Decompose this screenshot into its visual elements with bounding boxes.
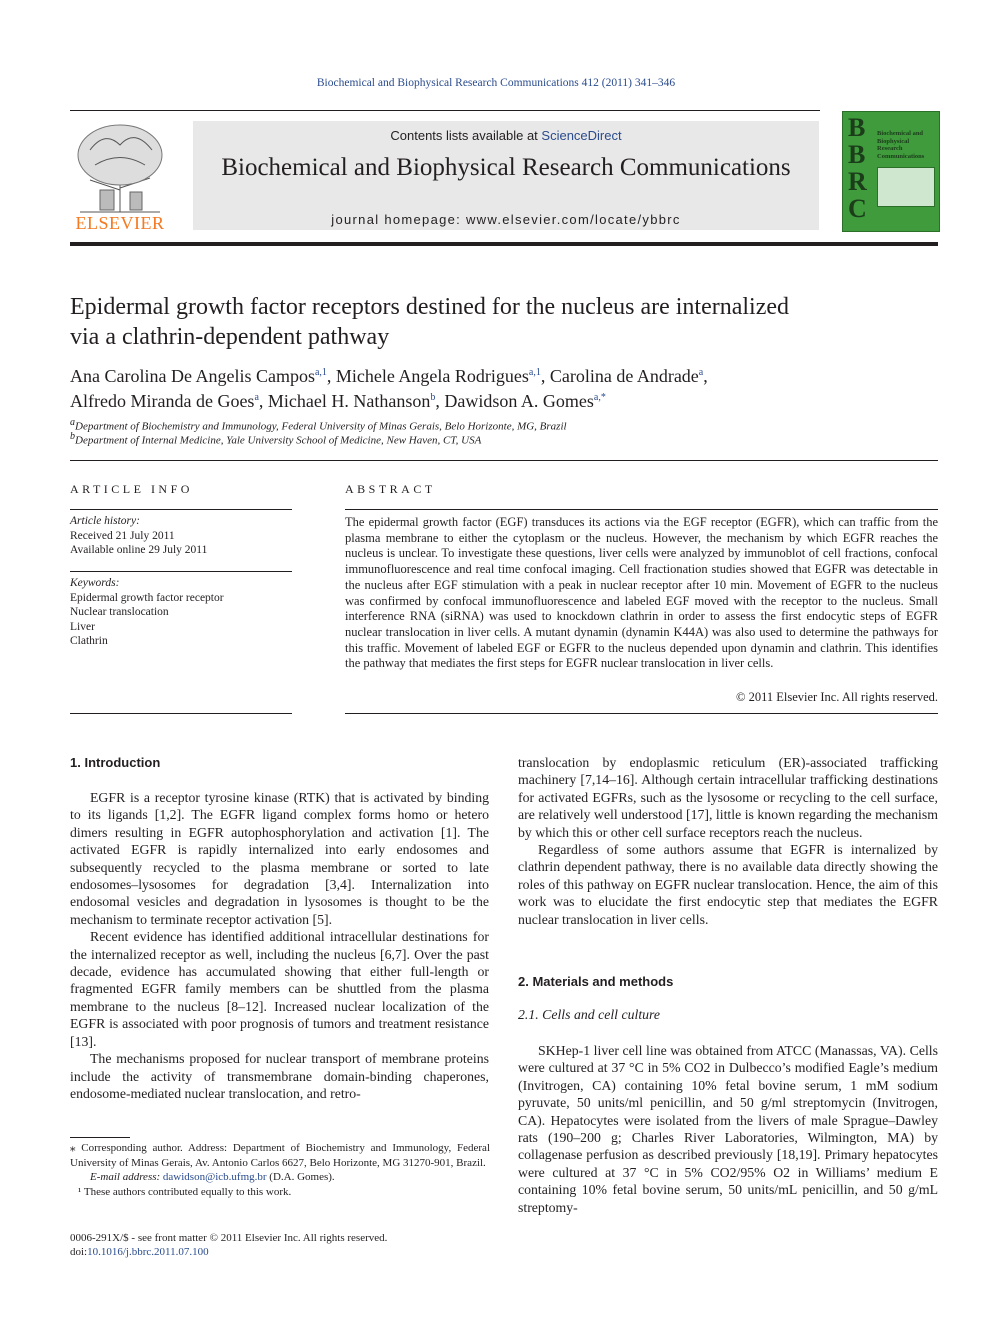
email-suffix: (D.A. Gomes). (266, 1171, 335, 1183)
section-heading-methods: 2. Materials and methods (518, 974, 674, 989)
journal-cover-image (842, 111, 940, 232)
affiliation-link[interactable]: a,* (593, 392, 606, 403)
affiliation-link[interactable]: b (430, 392, 436, 403)
footnote-rule (70, 1137, 130, 1138)
keywords-label: Keywords: (70, 577, 120, 589)
author-name: Michele Angela Rodrigues (335, 366, 529, 386)
abstract-text: The epidermal growth factor (EGF) transduces its actions via the EGF receptor (EGFR), which can traffic from the plasma membrane to either the cytoplasm or the nucleus. However, the mechanism by which EGFR reaches the nucleus is unclear. To investigate these questions, liver cells were analyzed by immunoblot of cell fractions, confocal immunofluorescence and real time confocal imaging. Cell fractionation studies showed that EGFR was detectable in the nucleus after EGF stimulation with a peak in nuclear receptor after 10 min. Movement of EGFR to the nucleus was confirmed by confocal immunofluorescence and labeled EGF moved with the receptor to the nucleus. Small interference RNA (siRNA) was used to knockdown clathrin in order to assess the first endocytic steps of EGFR nuclear translocation in liver cells. A mutant dynamin (dynamin K44A) was also used to determine the pathways for this traffic. Movement of labeled EGF or EGFR to the nucleus depended upon dynamin and clathrin. This identifies the pathway that mediates the first steps for EGFR nuclear translocation in liver cells. (345, 515, 938, 671)
keyword: Liver (70, 620, 95, 633)
header-rule (70, 110, 820, 111)
cover-letter: B (848, 140, 866, 169)
cover-letter: R (848, 167, 867, 196)
footnotes (70, 1141, 490, 1199)
email-line (70, 1170, 490, 1185)
separator: , (258, 391, 268, 411)
keyword: Epidermal growth factor receptor (70, 591, 224, 604)
email-label: E-mail address: (90, 1171, 163, 1183)
title-line: Epidermal growth factor receptors destined for the nucleus are internalized (70, 294, 790, 320)
abstract-heading: ABSTRACT (345, 482, 436, 496)
author-list (70, 362, 930, 412)
author-name: Carolina de Andrade (549, 366, 699, 386)
affiliation-link[interactable]: a,1 (314, 367, 327, 378)
author-name: Ana Carolina De Angelis Campos (70, 366, 315, 386)
cover-title: Biochemical and Biophysical Research Communications (877, 130, 925, 160)
affiliation-link[interactable]: a,1 (528, 367, 541, 378)
journal-reference[interactable]: Biochemical and Biophysical Research Communications 412 (2011) 341–346 (316, 77, 676, 89)
cover-letter: B (848, 113, 866, 142)
keyword: Clathrin (70, 635, 108, 647)
cover-artwork (877, 167, 935, 207)
history-label: Article history: (70, 515, 140, 527)
info-rule (70, 713, 292, 714)
affiliation-text: Department of Biochemistry and Immunology, Federal University of Minas Gerais, Belo Horizonte, MG, Brazil (75, 420, 567, 433)
keyword: Nuclear translocation (70, 606, 169, 618)
author-name: Alfredo Miranda de Goes (70, 391, 255, 411)
doi-line (70, 1245, 490, 1259)
keywords (70, 576, 292, 649)
section-rule (70, 460, 938, 461)
author-name: Dawidson A. Gomes (444, 391, 594, 411)
available-date: Available online 29 July 2011 (70, 544, 208, 556)
header-thick-rule (70, 242, 938, 246)
elsevier-wordmark: ELSEVIER (75, 213, 165, 233)
separator: , (703, 366, 708, 386)
section-heading-introduction: 1. Introduction (70, 755, 161, 770)
separator: , (540, 366, 550, 386)
paragraph: Recent evidence has identified additional intracellular destinations for the internalized receptor as well, including the nucleus [6,7]. Over the past decade, evidence has accumulated showing that either full-length or fragmented EGFR family members can be shuttled from the plasma membrane to the nucleus [8–12]. Increased nuclear localization of the EGFR is associated with poor prognosis of tumors and treatment resistance [13]. (70, 929, 489, 1049)
affiliation-text: Department of Internal Medicine, Yale University School of Medicine, New Haven, CT, USA (75, 434, 482, 447)
bottom-matter (70, 1231, 490, 1259)
affiliation-link[interactable]: a (698, 367, 704, 378)
paragraph: Regardless of some authors assume that EGFR is internalized by clathrin dependent pathway, there is no available data directly showing the roles of this pathway on EGFR nuclear translocation. Hence, the aim of this work was to elucidate the first endocytic step that mediates the EGFR nuclear translocation in liver cells. (518, 842, 938, 927)
email-link[interactable]: dawidson@icb.ufmg.br (162, 1171, 267, 1183)
corresponding-author-note: ⁎ Corresponding author. Address: Department of Biochemistry and Immunology, Federal University of Minas Gerais, Av. Antonio Carlos 6627, Belo Horizonte, MG 31270-901, Brazil. (70, 1142, 490, 1169)
paragraph: SKHep-1 liver cell line was obtained from ATCC (Manassas, VA). Cells were cultured at 37 °C in 5% CO2 in Dulbecco’s modified Eagle’s medium (Invitrogen, CA) containing 10% fetal bovine serum, 1 mM sodium pyruvate, 50 units/ml penicillin, and 50 g/ml streptomycin (Invitrogen, CA). Hepatocytes were isolated from the livers of male Sprague–Dawley rats (190–200 g; Charles River Laboratories, Wilmington, MA) by collagenase perfusion as described previously [18,19]. Primary hepatocytes were cultured at 37 °C in 5% CO2/95% O2 in Williams’ medium E containing 10% fetal bovine serum, 50 units/mL penicillin, and 50 g/mL streptomy- (518, 1043, 938, 1215)
abstract-rule (345, 713, 938, 714)
abstract-copyright: © 2011 Elsevier Inc. All rights reserved. (735, 690, 938, 704)
elsevier-tree-icon (70, 120, 170, 215)
affiliation-marker: b (70, 431, 75, 442)
journal-title: Biochemical and Biophysical Research Communications (221, 154, 791, 181)
info-rule (70, 509, 292, 510)
cover-letter: C (848, 194, 867, 223)
equal-contribution-note: ¹ These authors contributed equally to this work. (78, 1185, 292, 1198)
article-info-heading: ARTICLE INFO (70, 482, 193, 496)
right-column-top (518, 754, 938, 928)
affiliation (70, 431, 930, 447)
article-title (70, 292, 930, 352)
paragraph: The mechanisms proposed for nuclear transport of membrane proteins include the activity of transmembrane domain-binding chaperones, endosome-mediated nuclear translocation, and retro- (70, 1051, 489, 1101)
sciencedirect-link[interactable]: ScienceDirect (541, 128, 622, 143)
info-rule (70, 571, 292, 572)
left-column (70, 789, 489, 1102)
journal-homepage[interactable]: journal homepage: www.elsevier.com/locate/ybbrc (331, 212, 681, 227)
affiliation-marker: a (70, 417, 75, 428)
title-line: via a clathrin-dependent pathway (70, 324, 390, 350)
author-name: Michael H. Nathanson (267, 391, 431, 411)
separator: , (326, 366, 336, 386)
affiliation-link[interactable]: a (254, 392, 259, 403)
separator: , (435, 391, 445, 411)
right-column-bottom (518, 1042, 938, 1216)
paragraph: EGFR is a receptor tyrosine kinase (RTK) that is activated by binding to its ligands [1,2]. The EGFR ligand complex forms homo or hetero dimers resulting in EGFR autophosphorylation and activation [1]. The activated EGFR is rapidly internalized into early endosomes and subsequently recycled to the plasma membrane or sorted to late endosomes–lysosomes for degradation [3,4]. Internalization into endosomal vesicles and degradation in lysosomes is thought to be the mechanism to terminate receptor activation [5]. (70, 790, 489, 927)
doi-link[interactable]: 10.1016/j.bbrc.2011.07.100 (87, 1246, 209, 1258)
abstract-rule (345, 509, 938, 510)
journal-header-box (193, 121, 819, 230)
received-date: Received 21 July 2011 (70, 529, 175, 542)
issn-line: 0006-291X/$ - see front matter © 2011 Elsevier Inc. All rights reserved. (70, 1232, 388, 1244)
paragraph: translocation by endoplasmic reticulum (ER)-associated trafficking machinery [7,14–16]. Although certain intracellular trafficking destinations for activated EGFRs, such as the lysosome or recycling to the cell surface, are relatively well understood [17], little is known regarding the mechanism by which this or other cell surface receptors reach the nucleus. (518, 755, 938, 840)
elsevier-logo (70, 120, 170, 232)
doi-label: doi: (70, 1246, 88, 1258)
contents-line (193, 128, 819, 143)
article-history (70, 514, 292, 558)
subsection-heading: 2.1. Cells and cell culture (518, 1007, 661, 1022)
contents-prefix: Contents lists available at (390, 128, 542, 143)
